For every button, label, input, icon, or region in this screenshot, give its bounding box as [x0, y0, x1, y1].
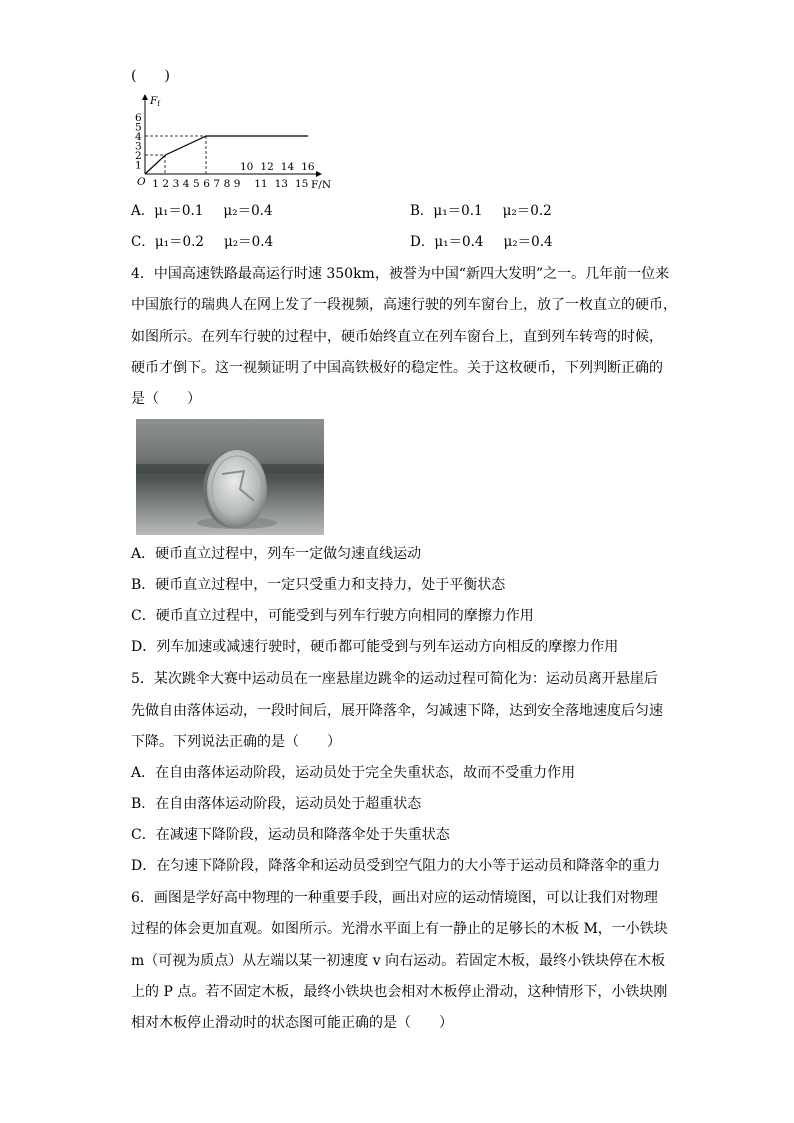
x-axis-label: F/N: [311, 179, 331, 191]
q4-option-d[interactable]: D．列车加速或减速行驶时，硬币都可能受到与列车运动方向相反的摩擦力作用: [131, 639, 619, 655]
x-tick-label: 4: [182, 178, 190, 190]
x-tick-label: 11: [254, 178, 268, 190]
x-tick-label: 1: [152, 178, 159, 190]
x-tick-label: 3: [172, 178, 180, 190]
y-axis-arrow: [142, 94, 148, 100]
coin-on-train-windowsill-photo: [136, 419, 324, 535]
x-tick-label: 13: [274, 178, 288, 190]
y-tick-label: 2: [135, 150, 142, 162]
q6-line-5: 相对木板停止滑动时的状态图可能正确的是（ ）: [131, 1015, 453, 1031]
origin-label: O: [137, 176, 146, 188]
q5-line-3: 下降。下列说法正确的是（ ）: [131, 734, 341, 750]
q3-option-c[interactable]: C．μ₁＝0.2 μ₂＝0.4: [131, 234, 274, 250]
x-tick-label: 15: [295, 178, 309, 190]
q4-line-4: 硬币才倒下。这一视频证明了中国高铁极好的稳定性。关于这枚硬币，下列判断正确的: [131, 360, 663, 376]
x-tick-label-upper: 12: [260, 161, 274, 173]
x-tick-label: 5: [193, 178, 200, 190]
y-tick-labels: [135, 112, 142, 172]
y-tick-label: 1: [135, 159, 142, 172]
x-tick-label-upper: 16: [301, 161, 315, 173]
x-axis-arrow: [316, 171, 322, 177]
y-tick-label: 5: [135, 121, 142, 134]
x-tick-label: 8: [223, 178, 231, 190]
x-tick-label: 6: [203, 178, 210, 190]
q4-option-a[interactable]: A．硬币直立过程中，列车一定做匀速直线运动: [131, 546, 422, 562]
x-tick-label: 2: [162, 178, 170, 190]
q3-option-b[interactable]: B．μ₁＝0.1 μ₂＝0.2: [410, 203, 552, 219]
q4-line-1: 4．中国高速铁路最高运行时速 350km，被誉为中国“新四大发明”之一。几年前一位来: [131, 266, 670, 282]
y-tick-label: 6: [135, 112, 142, 124]
x-tick-label-upper: 14: [280, 161, 295, 173]
q3-option-a[interactable]: A．μ₁＝0.1 μ₂＝0.4: [131, 203, 273, 219]
q6-line-4: 上的 P 点。若不固定木板，最终小铁块也会相对木板停止滑动，这种情形下，小铁块刚: [131, 984, 668, 1000]
q5-option-d[interactable]: D．在匀速下降阶段，降落伞和运动员受到空气阻力的大小等于运动员和降落伞的重力: [131, 858, 661, 874]
q6-line-3: m（可视为质点）从左端以某一初速度 v 向右运动。若固定木板，最终小铁块停在木板: [131, 953, 666, 969]
q4-option-b[interactable]: B．硬币直立过程中，一定只受重力和支持力，处于平衡状态: [131, 577, 506, 593]
q4-option-c[interactable]: C．硬币直立过程中，可能受到与列车行驶方向相同的摩擦力作用: [131, 608, 534, 624]
q5-option-c[interactable]: C．在减速下降阶段，运动员和降落伞处于失重状态: [131, 827, 450, 843]
x-tick-label: 7: [213, 178, 221, 190]
y-axis-label: Ff: [150, 95, 160, 108]
question-answer-paren: ( ): [131, 68, 170, 84]
q5-option-a[interactable]: A．在自由落体运动阶段，运动员处于完全失重状态，故而不受重力作用: [131, 765, 576, 781]
y-tick-label: 4: [135, 131, 142, 143]
x-tick-label-upper: 10: [240, 161, 254, 173]
x-tick-labels: [152, 161, 315, 190]
q6-line-1: 6．画图是学好高中物理的一种重要手段，画出对应的运动情境图，可以让我们对物理: [131, 890, 658, 906]
x-tick-label: 9: [233, 178, 241, 190]
q3-option-d[interactable]: D．μ₁＝0.4 μ₂＝0.4: [410, 234, 553, 250]
q4-line-3: 如图所示。在列车行驶的过程中，硬币始终直立在列车窗台上，直到列车转弯的时候，: [131, 329, 663, 345]
q5-option-b[interactable]: B．在自由落体运动阶段，运动员处于超重状态: [131, 796, 422, 812]
q5-line-1: 5．某次跳伞大赛中运动员在一座悬崖边跳伞的运动过程可简化为：运动员离开悬崖后: [131, 671, 658, 687]
q6-line-2: 过程的体会更加直观。如图所示。光滑水平面上有一静止的足够长的木板 M，一小铁块: [131, 921, 668, 937]
q5-line-2: 先做自由落体运动，一段时间后，展开降落伞，匀减速下降，达到安全落地速度后匀速: [131, 703, 663, 719]
q4-line-5: 是（ ）: [131, 391, 201, 407]
friction-force-graph: [131, 92, 331, 192]
q4-line-2: 中国旅行的瑞典人在网上发了一段视频，高速行驶的列车窗台上，放了一枚直立的硬币，: [131, 297, 677, 313]
y-tick-label: 3: [135, 140, 142, 153]
